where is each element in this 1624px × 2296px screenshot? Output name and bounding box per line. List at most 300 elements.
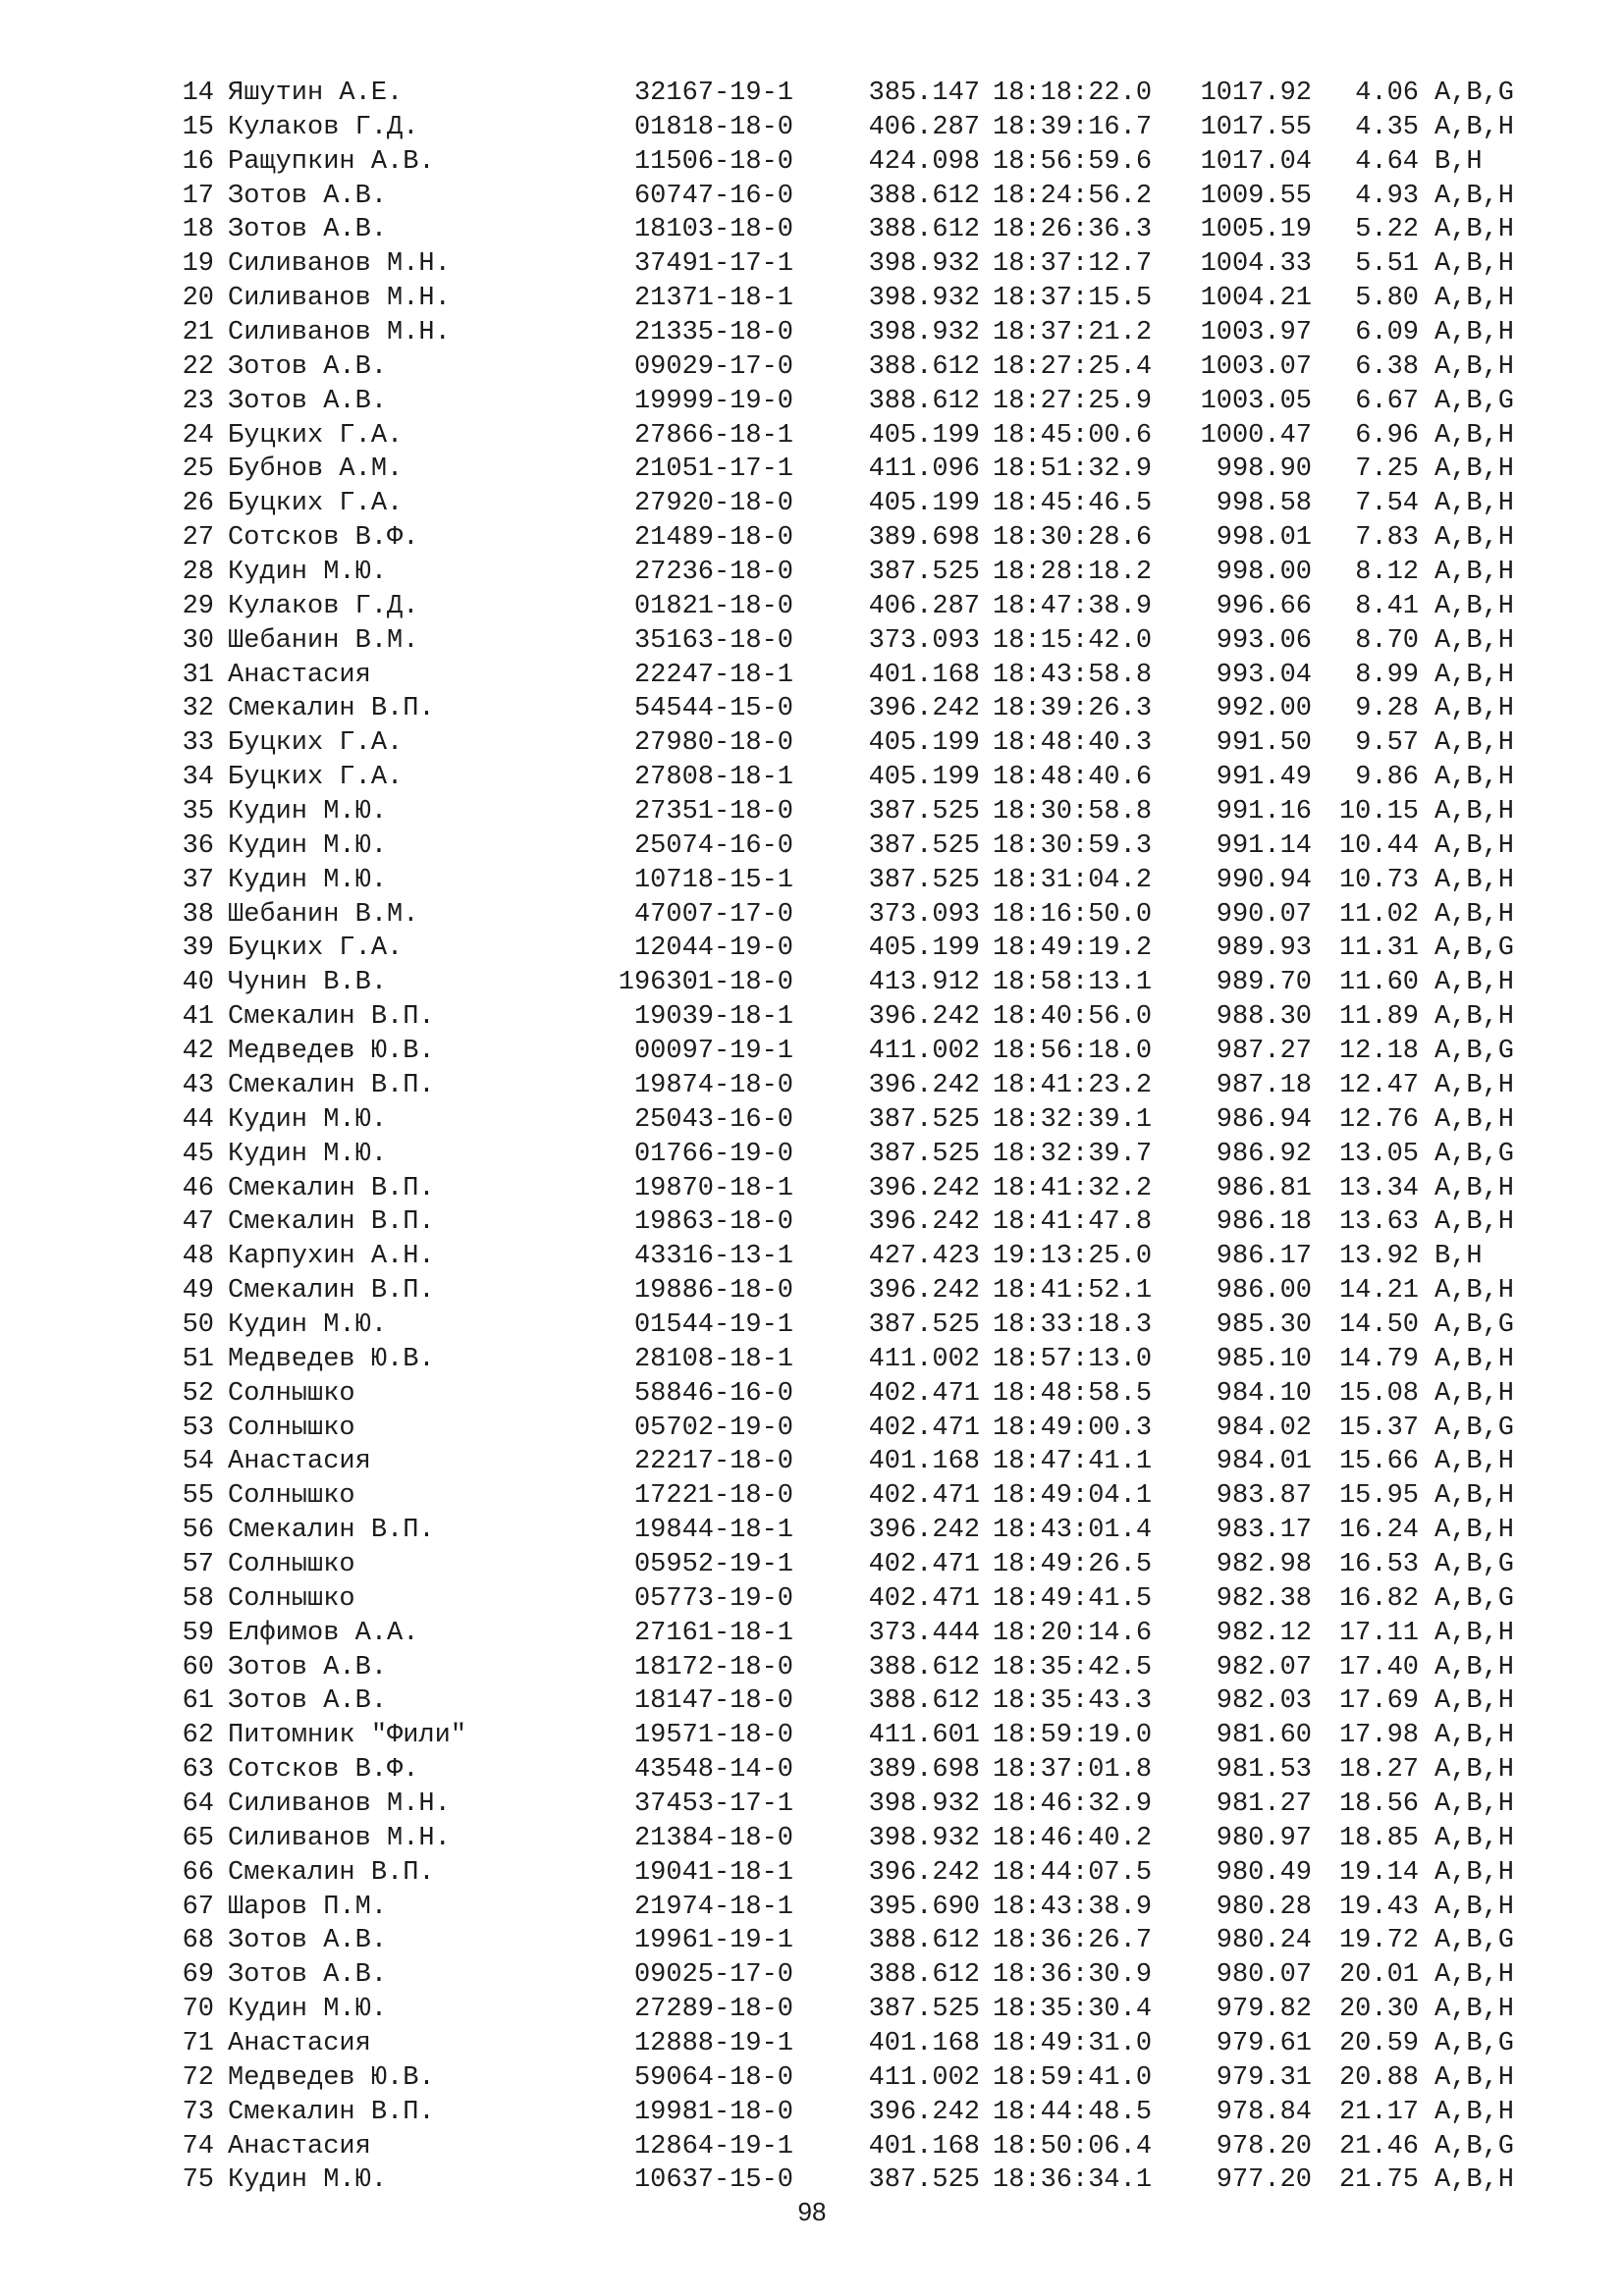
row-number: 57 [182,1549,214,1579]
speed: 984.02 [1216,1413,1312,1443]
table-row [175,1719,1579,1753]
distance: 405.199 [868,420,980,451]
flags: A,B,G [1435,1583,1515,1614]
ring-number: 27980-18-0 [633,728,793,759]
arrival-time: 18:30:59.3 [993,830,1153,861]
coefficient: 16.53 [1338,1549,1419,1579]
ring-number: 19870-18-1 [633,1173,793,1203]
speed: 990.07 [1216,899,1312,930]
row-number: 75 [182,2165,214,2196]
flags: A,B,H [1435,1686,1515,1717]
distance: 387.525 [868,2165,980,2196]
flags: A,B,H [1435,1823,1515,1853]
table-row [175,1172,1579,1206]
ring-number: 12044-19-0 [633,934,793,964]
table-row [175,692,1579,726]
row-number: 38 [182,899,214,930]
row-number: 53 [182,1413,214,1443]
ring-number: 10718-15-1 [633,865,793,895]
ring-number: 35163-18-0 [633,625,793,656]
speed: 1003.97 [1200,318,1312,348]
ring-number: 32167-19-1 [633,79,793,108]
flags: A,B,H [1435,2097,1515,2127]
speed: 980.07 [1216,1960,1312,1991]
coefficient: 11.60 [1338,968,1419,998]
owner-name: Елфимов А.А. [228,1618,419,1648]
distance: 388.612 [868,1652,980,1682]
row-number: 17 [182,181,214,211]
arrival-time: 18:43:58.8 [993,660,1153,690]
distance: 388.612 [868,215,980,245]
flags: A,B,G [1435,934,1515,964]
owner-name: Зотов А.В. [228,1926,388,1956]
arrival-time: 18:39:26.3 [993,694,1153,724]
table-row [175,1479,1579,1514]
distance: 387.525 [868,1104,980,1135]
distance: 406.287 [868,591,980,621]
distance: 398.932 [868,249,980,280]
table-row [175,829,1579,864]
flags: A,B,H [1435,1447,1515,1477]
coefficient: 4.35 [1355,112,1419,142]
ring-number: 58846-16-0 [633,1378,793,1409]
coefficient: 21.17 [1338,2097,1419,2127]
arrival-time: 18:20:14.6 [993,1618,1153,1648]
row-number: 61 [182,1686,214,1717]
owner-name: Смекалин В.П. [228,1070,435,1100]
table-row [175,111,1579,145]
coefficient: 20.88 [1338,2062,1419,2093]
table-row [175,1993,1579,2027]
owner-name: Анастасия [228,2131,371,2162]
distance: 389.698 [868,523,980,554]
row-number: 65 [182,1823,214,1853]
ring-number: 196301-18-0 [618,968,793,998]
owner-name: Кудин М.Ю. [228,865,388,895]
table-row [175,1240,1579,1274]
table-row [175,1788,1579,1822]
owner-name: Буцких Г.А. [228,728,404,759]
ring-number: 19863-18-0 [633,1207,793,1238]
row-number: 46 [182,1173,214,1203]
ring-number: 01821-18-0 [633,591,793,621]
distance: 396.242 [868,1070,980,1100]
arrival-time: 18:41:32.2 [993,1173,1153,1203]
ring-number: 18147-18-0 [633,1686,793,1717]
coefficient: 7.83 [1355,523,1419,554]
distance: 413.912 [868,968,980,998]
owner-name: Смекалин В.П. [228,1173,435,1203]
owner-name: Смекалин В.П. [228,1207,435,1238]
flags: A,B,H [1435,591,1515,621]
flags: A,B,H [1435,420,1515,451]
speed: 991.50 [1216,728,1312,759]
owner-name: Солнышко [228,1549,355,1579]
table-row [175,761,1579,795]
coefficient: 10.44 [1338,830,1419,861]
coefficient: 18.27 [1338,1755,1419,1786]
table-row [175,1069,1579,1103]
row-number: 25 [182,454,214,485]
row-number: 21 [182,318,214,348]
table-row [175,1377,1579,1412]
arrival-time: 18:27:25.9 [993,386,1153,416]
coefficient: 6.09 [1355,318,1419,348]
table-row [175,1308,1579,1343]
table-row [175,1274,1579,1308]
coefficient: 12.18 [1338,1037,1419,1067]
ring-number: 19844-18-1 [633,1516,793,1546]
distance: 387.525 [868,865,980,895]
flags: A,B,H [1435,660,1515,690]
flags: A,B,H [1435,1652,1515,1682]
coefficient: 20.01 [1338,1960,1419,1991]
speed: 991.14 [1216,830,1312,861]
row-number: 69 [182,1960,214,1991]
arrival-time: 18:46:32.9 [993,1789,1153,1819]
ring-number: 22247-18-1 [633,660,793,690]
table-row [175,2130,1579,2164]
flags: A,B,H [1435,694,1515,724]
distance: 387.525 [868,1139,980,1169]
row-number: 14 [182,79,214,108]
flags: A,B,H [1435,1070,1515,1100]
distance: 427.423 [868,1242,980,1272]
ring-number: 01766-19-0 [633,1139,793,1169]
distance: 387.525 [868,1309,980,1340]
distance: 411.002 [868,2062,980,2093]
speed: 977.20 [1216,2165,1312,2196]
ring-number: 17221-18-0 [633,1481,793,1512]
flags: A,B,H [1435,318,1515,348]
arrival-time: 18:56:59.6 [993,146,1153,177]
row-number: 64 [182,1789,214,1819]
row-number: 22 [182,351,214,382]
table-row [175,556,1579,590]
flags: A,B,H [1435,489,1515,519]
coefficient: 13.05 [1338,1139,1419,1169]
ring-number: 37491-17-1 [633,249,793,280]
row-number: 45 [182,1139,214,1169]
flags: A,B,H [1435,1276,1515,1307]
coefficient: 15.95 [1338,1481,1419,1512]
flags: A,B,G [1435,1309,1515,1340]
speed: 979.82 [1216,1995,1312,2025]
table-row [175,2163,1579,2198]
ring-number: 19981-18-0 [633,2097,793,2127]
distance: 387.525 [868,558,980,588]
row-number: 74 [182,2131,214,2162]
ring-number: 25074-16-0 [633,830,793,861]
ring-number: 19961-19-1 [633,1926,793,1956]
speed: 980.97 [1216,1823,1312,1853]
speed: 982.98 [1216,1549,1312,1579]
owner-name: Силиванов М.Н. [228,284,451,314]
flags: A,B,G [1435,386,1515,416]
flags: A,B,G [1435,1037,1515,1067]
owner-name: Анастасия [228,1447,371,1477]
arrival-time: 18:39:16.7 [993,112,1153,142]
row-number: 39 [182,934,214,964]
table-row [175,419,1579,454]
row-number: 48 [182,1242,214,1272]
flags: A,B,H [1435,1960,1515,1991]
coefficient: 12.47 [1338,1070,1419,1100]
owner-name: Зотов А.В. [228,215,388,245]
flags: A,B,H [1435,1207,1515,1238]
flags: A,B,H [1435,1755,1515,1786]
table-row [175,2096,1579,2130]
distance: 388.612 [868,386,980,416]
table-row [175,966,1579,1000]
distance: 389.698 [868,1755,980,1786]
row-number: 28 [182,558,214,588]
arrival-time: 18:44:07.5 [993,1857,1153,1888]
speed: 990.94 [1216,865,1312,895]
ring-number: 05952-19-1 [633,1549,793,1579]
owner-name: Чунин В.В. [228,968,388,998]
arrival-time: 18:58:13.1 [993,968,1153,998]
table-row [175,453,1579,487]
row-number: 30 [182,625,214,656]
table-row [175,1617,1579,1651]
arrival-time: 18:47:38.9 [993,591,1153,621]
row-number: 49 [182,1276,214,1307]
coefficient: 5.80 [1355,284,1419,314]
coefficient: 6.67 [1355,386,1419,416]
coefficient: 19.14 [1338,1857,1419,1888]
owner-name: Анастасия [228,660,371,690]
coefficient: 15.37 [1338,1413,1419,1443]
owner-name: Медведев Ю.В. [228,1037,435,1067]
owner-name: Смекалин В.П. [228,1276,435,1307]
distance: 411.096 [868,454,980,485]
arrival-time: 18:41:23.2 [993,1070,1153,1100]
coefficient: 19.43 [1338,1892,1419,1922]
speed: 982.38 [1216,1583,1312,1614]
flags: A,B,H [1435,728,1515,759]
arrival-time: 18:37:12.7 [993,249,1153,280]
row-number: 24 [182,420,214,451]
coefficient: 8.41 [1355,591,1419,621]
table-row [175,1412,1579,1446]
flags: A,B,H [1435,797,1515,828]
ring-number: 21335-18-0 [633,318,793,348]
flags: A,B,H [1435,351,1515,382]
flags: A,B,H [1435,181,1515,211]
flags: A,B,G [1435,1549,1515,1579]
owner-name: Кудин М.Ю. [228,2165,388,2196]
table-row [175,1891,1579,1925]
distance: 396.242 [868,2097,980,2127]
owner-name: Кудин М.Ю. [228,1104,388,1135]
coefficient: 4.06 [1355,79,1419,108]
table-row [175,898,1579,933]
arrival-time: 18:37:15.5 [993,284,1153,314]
distance: 373.444 [868,1618,980,1648]
ring-number: 09025-17-0 [633,1960,793,1991]
flags: A,B,H [1435,1173,1515,1203]
speed: 998.01 [1216,523,1312,554]
ring-number: 00097-19-1 [633,1037,793,1067]
row-number: 67 [182,1892,214,1922]
arrival-time: 18:49:31.0 [993,2028,1153,2058]
table-row [175,726,1579,761]
table-row [175,145,1579,180]
coefficient: 20.59 [1338,2028,1419,2058]
ring-number: 18103-18-0 [633,215,793,245]
flags: A,B,H [1435,899,1515,930]
flags: A,B,H [1435,112,1515,142]
arrival-time: 18:26:36.3 [993,215,1153,245]
ring-number: 22217-18-0 [633,1447,793,1477]
arrival-time: 18:35:43.3 [993,1686,1153,1717]
coefficient: 17.40 [1338,1652,1419,1682]
speed: 998.90 [1216,454,1312,485]
ring-number: 01818-18-0 [633,112,793,142]
coefficient: 14.21 [1338,1276,1419,1307]
coefficient: 18.56 [1338,1789,1419,1819]
ring-number: 54544-15-0 [633,694,793,724]
distance: 405.199 [868,934,980,964]
arrival-time: 18:33:18.3 [993,1309,1153,1340]
distance: 406.287 [868,112,980,142]
flags: A,B,H [1435,454,1515,485]
arrival-time: 18:27:25.4 [993,351,1153,382]
table-row [175,932,1579,966]
page-number: 98 [797,2197,827,2226]
coefficient: 18.85 [1338,1823,1419,1853]
owner-name: Сотсков В.Ф. [228,523,419,554]
flags: A,B,H [1435,284,1515,314]
distance: 396.242 [868,1516,980,1546]
row-number: 35 [182,797,214,828]
coefficient: 17.69 [1338,1686,1419,1717]
owner-name: Карпухин А.Н. [228,1242,435,1272]
speed: 1003.07 [1200,351,1312,382]
speed: 986.00 [1216,1276,1312,1307]
distance: 401.168 [868,660,980,690]
owner-name: Силиванов М.Н. [228,318,451,348]
distance: 396.242 [868,694,980,724]
coefficient: 14.79 [1338,1344,1419,1374]
distance: 388.612 [868,1960,980,1991]
arrival-time: 18:44:48.5 [993,2097,1153,2127]
owner-name: Анастасия [228,2028,371,2058]
row-number: 44 [182,1104,214,1135]
coefficient: 5.51 [1355,249,1419,280]
table-row [175,2027,1579,2061]
speed: 986.17 [1216,1242,1312,1272]
arrival-time: 18:49:41.5 [993,1583,1153,1614]
flags: A,B,G [1435,2028,1515,2058]
ring-number: 59064-18-0 [633,2062,793,2093]
owner-name: Солнышко [228,1583,355,1614]
arrival-time: 18:57:13.0 [993,1344,1153,1374]
table-row [175,247,1579,282]
coefficient: 8.12 [1355,558,1419,588]
speed: 1004.33 [1200,249,1312,280]
row-number: 62 [182,1721,214,1751]
distance: 402.471 [868,1583,980,1614]
ring-number: 21974-18-1 [633,1892,793,1922]
ring-number: 19886-18-0 [633,1276,793,1307]
owner-name: Зотов А.В. [228,386,388,416]
arrival-time: 18:46:40.2 [993,1823,1153,1853]
owner-name: Кудин М.Ю. [228,1995,388,2025]
coefficient: 13.63 [1338,1207,1419,1238]
owner-name: Смекалин В.П. [228,1002,435,1033]
coefficient: 16.24 [1338,1516,1419,1546]
table-row [175,77,1579,111]
distance: 411.002 [868,1037,980,1067]
row-number: 15 [182,112,214,142]
arrival-time: 18:32:39.7 [993,1139,1153,1169]
arrival-time: 18:32:39.1 [993,1104,1153,1135]
distance: 388.612 [868,1926,980,1956]
coefficient: 12.76 [1338,1104,1419,1135]
owner-name: Бубнов А.М. [228,454,404,485]
arrival-time: 18:30:28.6 [993,523,1153,554]
flags: A,B,H [1435,1721,1515,1751]
owner-name: Смекалин В.П. [228,1516,435,1546]
owner-name: Зотов А.В. [228,351,388,382]
row-number: 18 [182,215,214,245]
flags: A,B,H [1435,1618,1515,1648]
ring-number: 19571-18-0 [633,1721,793,1751]
distance: 405.199 [868,763,980,793]
owner-name: Буцких Г.А. [228,420,404,451]
owner-name: Силиванов М.Н. [228,249,451,280]
distance: 387.525 [868,1995,980,2025]
speed: 980.49 [1216,1857,1312,1888]
speed: 993.04 [1216,660,1312,690]
ring-number: 37453-17-1 [633,1789,793,1819]
speed: 978.84 [1216,2097,1312,2127]
distance: 388.612 [868,351,980,382]
owner-name: Зотов А.В. [228,1686,388,1717]
row-number: 41 [182,1002,214,1033]
speed: 1003.05 [1200,386,1312,416]
row-number: 55 [182,1481,214,1512]
flags: A,B,H [1435,1378,1515,1409]
row-number: 50 [182,1309,214,1340]
flags: A,B,H [1435,1481,1515,1512]
arrival-time: 18:45:00.6 [993,420,1153,451]
flags: A,B,H [1435,2062,1515,2093]
arrival-time: 18:35:30.4 [993,1995,1153,2025]
arrival-time: 18:28:18.2 [993,558,1153,588]
distance: 411.601 [868,1721,980,1751]
owner-name: Сотсков В.Ф. [228,1755,419,1786]
distance: 396.242 [868,1002,980,1033]
table-row [175,1582,1579,1617]
coefficient: 8.70 [1355,625,1419,656]
coefficient: 13.92 [1338,1242,1419,1272]
flags: A,B,H [1435,558,1515,588]
flags: A,B,H [1435,1002,1515,1033]
ring-number: 11506-18-0 [633,146,793,177]
speed: 981.60 [1216,1721,1312,1751]
speed: 988.30 [1216,1002,1312,1033]
arrival-time: 19:13:25.0 [993,1242,1153,1272]
ring-number: 28108-18-1 [633,1344,793,1374]
distance: 387.525 [868,797,980,828]
row-number: 29 [182,591,214,621]
flags: A,B,H [1435,1516,1515,1546]
owner-name: Смекалин В.П. [228,694,435,724]
ring-number: 27808-18-1 [633,763,793,793]
